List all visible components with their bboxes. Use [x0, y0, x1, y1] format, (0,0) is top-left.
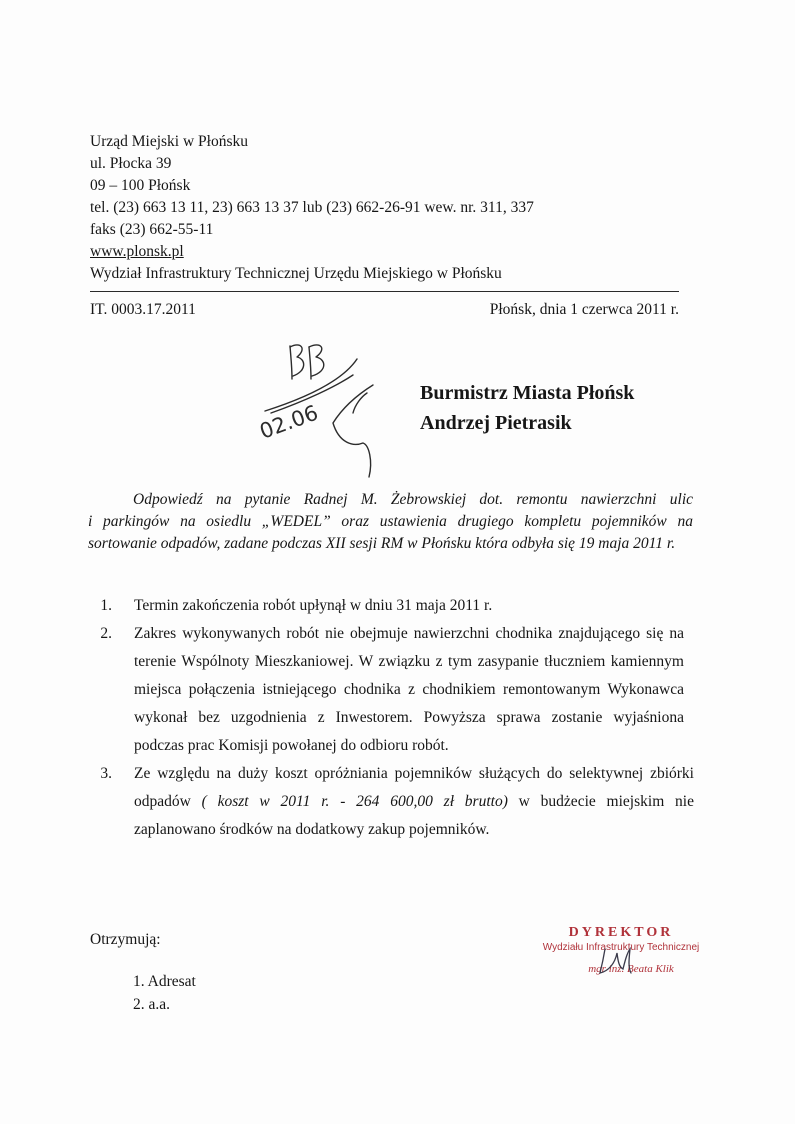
annotation-date: 02.06 [256, 400, 322, 444]
stamp-department: Wydziału Infrastruktury Technicznej [542, 942, 700, 953]
list-item: 1. Termin zakończenia robót upłynął w dniu 31 maja 2011 r. [100, 597, 493, 614]
stamp-title: DYREKTOR [568, 925, 674, 940]
office-postal: 09 – 100 Płońsk [90, 177, 191, 194]
handwritten-annotation [235, 335, 410, 485]
distribution-label: Otrzymują: [90, 931, 161, 948]
list-item: 2. Zakres wykonywanych robót nie obejmuje nawierzchni chodnika znajdującego się na terenie Wspólnoty Mieszkaniowej. W związku z tym zasypanie tłuczniem kamiennym miejsca połączenia istniejącego chodnika z chodnikiem remontowanym Wykonawca wykonał bez uzgodnienia z Inwestorem. Powyższa sprawa zostanie wyjaśniona podczas prac Komisji powołanej do odbioru robót. [100, 625, 684, 754]
recipient-title: Burmistrz Miasta Płońsk [420, 382, 635, 404]
letterhead [90, 131, 534, 285]
website-link[interactable]: www.plonsk.pl [90, 243, 184, 260]
office-street: ul. Płocka 39 [90, 155, 172, 172]
distribution-item: 2. a.a. [133, 996, 171, 1013]
department-name: Wydział Infrastruktury Technicznej Urzędu Miejskiego w Płońsku [90, 265, 502, 282]
stamp-name: mgr inż. Beata Klik [588, 963, 674, 975]
subject-block [88, 489, 693, 555]
office-name: Urząd Miejski w Płońsku [90, 133, 249, 150]
office-phone: tel. (23) 663 13 11, 23) 663 13 37 lub (23) 662-26-91 wew. nr. 311, 337 [90, 199, 534, 216]
letter-date: Płońsk, dnia 1 czerwca 2011 r. [489, 301, 679, 318]
list-item: 3. Ze względu na duży koszt opróżniania pojemników służących do selektywnej zbiórki odpadów ( koszt w 2011 r. - 264 600,00 zł brutto) w budżecie miejskim nie zaplanowano środków na dodatkowy zakup pojemników. [100, 765, 694, 838]
subject-line: Odpowiedź na pytanie Radnej M. Żebrowskiej dot. remontu nawierzchni ulic [133, 491, 693, 508]
header-divider [90, 291, 679, 292]
office-fax: faks (23) 662-55-11 [90, 221, 214, 238]
subject-line: i parkingów na osiedlu „WEDEL” oraz ustawienia drugiego kompletu pojemników na [88, 513, 693, 530]
distribution-item: 1. Adresat [133, 973, 196, 990]
subject-line: sortowanie odpadów, zadane podczas XII sesji RM w Płońsku która odbyła się 19 maja 2011 r. [88, 535, 676, 552]
recipient-name: Andrzej Pietrasik [420, 412, 572, 434]
recipient-block [420, 378, 634, 438]
reference-number: IT. 0003.17.2011 [90, 301, 196, 318]
director-signature [595, 943, 635, 977]
